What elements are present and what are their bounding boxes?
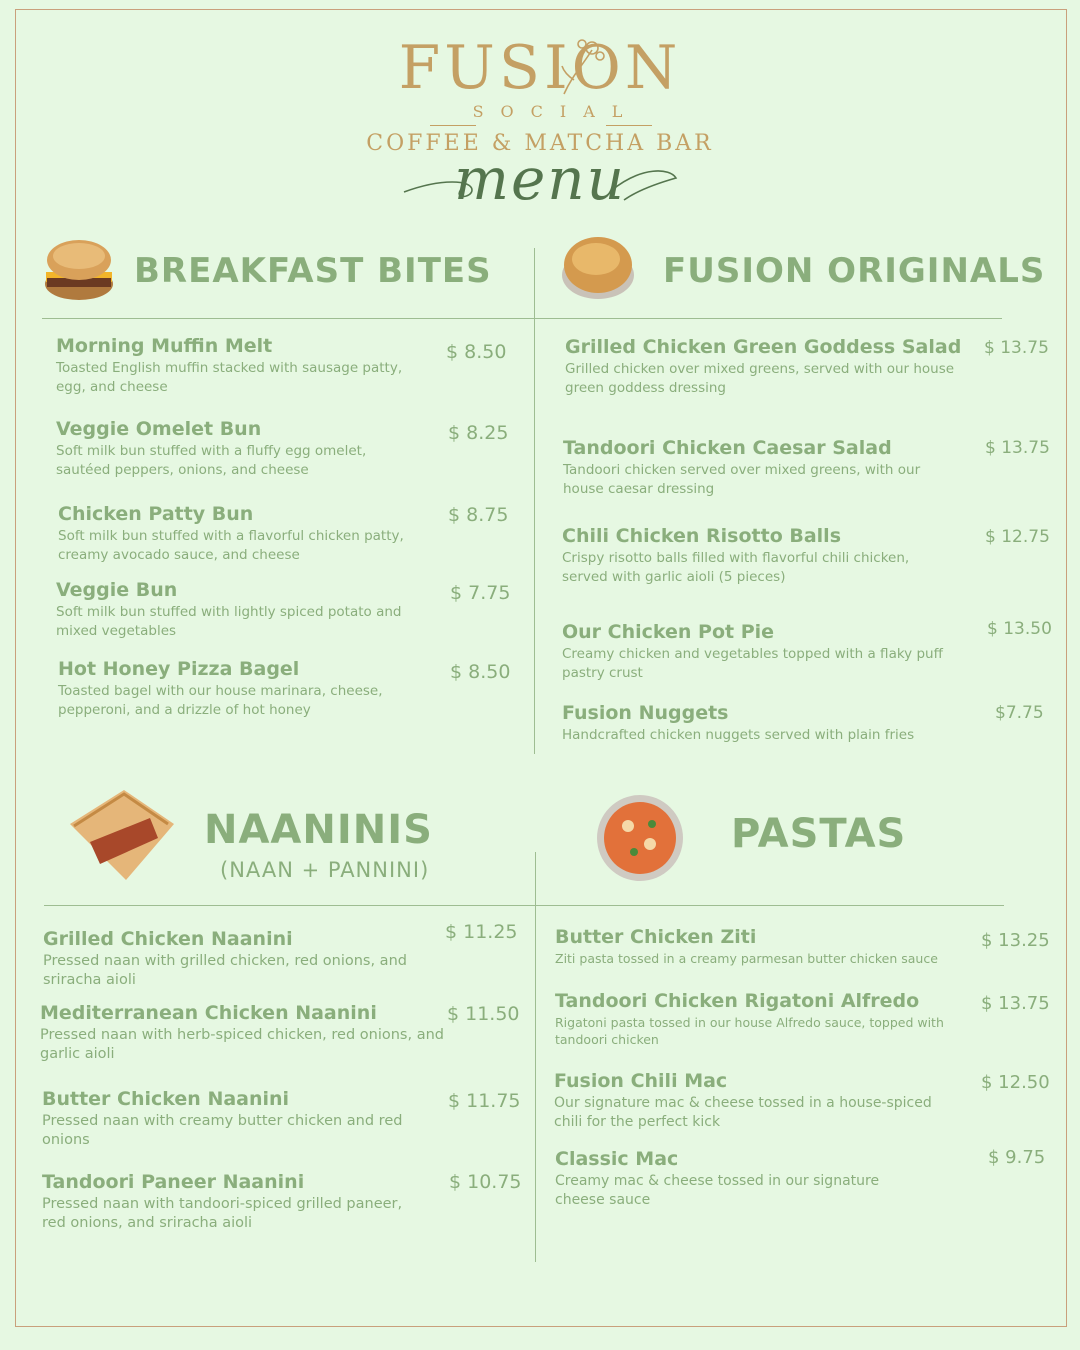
item-price: $ 13.50 — [987, 619, 1052, 639]
divider-top — [42, 318, 1002, 319]
item-price: $ 12.50 — [981, 1072, 1050, 1093]
item-description: Rigatoni pasta tossed in our house Alfredo sauce, topped with tandoori chicken — [555, 1015, 944, 1047]
item-price: $ 10.75 — [449, 1171, 522, 1193]
item-description: Pressed naan with tandoori-spiced grilled paneer, red onions, and sriracha aioli — [42, 1196, 403, 1231]
menu-item — [565, 335, 975, 398]
item-description: Soft milk bun stuffed with a fluffy egg omelet, sautéed peppers, onions, and cheese — [56, 443, 367, 478]
section-title-naaninis: NAANINIS — [204, 807, 433, 853]
item-name: Chicken Patty Bun — [58, 503, 254, 525]
section-title-pastas: PASTAS — [731, 811, 907, 857]
menu-item — [555, 1147, 895, 1210]
item-description: Soft milk bun stuffed with a flavorful chicken patty, creamy avocado sauce, and cheese — [58, 528, 404, 563]
menu-item — [555, 989, 955, 1048]
brand-name: FUSION — [398, 33, 682, 103]
menu-item — [554, 1069, 954, 1132]
item-name: Butter Chicken Naanini — [42, 1088, 290, 1110]
item-price: $ 11.50 — [447, 1003, 520, 1025]
item-description: Creamy mac & cheese tossed in our signature cheese sauce — [555, 1173, 880, 1208]
item-description: Soft milk bun stuffed with lightly spiced potato and mixed vegetables — [56, 604, 402, 639]
brand-tagline: COFFEE & MATCHA BAR — [366, 131, 714, 156]
section-subtitle-naaninis: (NAAN + PANNINI) — [220, 858, 430, 882]
item-name: Our Chicken Pot Pie — [562, 621, 775, 643]
item-price: $ 8.75 — [448, 504, 509, 526]
item-price: $ 13.25 — [981, 930, 1050, 951]
item-name: Grilled Chicken Green Goddess Salad — [565, 336, 962, 358]
item-description: Pressed naan with herb-spiced chicken, red onions, and garlic aioli — [40, 1027, 444, 1062]
item-name: Butter Chicken Ziti — [555, 926, 757, 948]
item-name: Mediterranean Chicken Naanini — [40, 1002, 377, 1024]
item-name: Fusion Nuggets — [562, 702, 729, 724]
item-price: $ 8.50 — [446, 341, 507, 363]
menu-item — [555, 925, 955, 967]
item-price: $ 7.75 — [450, 582, 511, 604]
item-name: Hot Honey Pizza Bagel — [58, 658, 300, 680]
logo-rule-left — [430, 125, 476, 126]
item-description: Creamy chicken and vegetables topped with a flaky puff pastry crust — [562, 646, 943, 681]
item-price: $ 8.50 — [450, 661, 511, 683]
item-price: $7.75 — [995, 703, 1044, 723]
menu-item — [43, 927, 423, 990]
menu-script-title: menu — [453, 145, 627, 213]
menu-item — [562, 701, 972, 745]
item-price: $ 12.75 — [985, 527, 1050, 547]
muffin-sandwich-icon — [42, 234, 116, 304]
item-description: Ziti pasta tossed in a creamy parmesan butter chicken sauce — [555, 951, 938, 966]
naan-sandwich-icon — [64, 784, 180, 888]
menu-item — [42, 1087, 422, 1150]
item-description: Tandoori chicken served over mixed greens, with our house caesar dressing — [563, 462, 921, 497]
menu-item — [40, 1001, 452, 1064]
item-price: $ 13.75 — [984, 338, 1049, 358]
item-description: Pressed naan with creamy butter chicken and red onions — [42, 1113, 403, 1148]
item-name: Classic Mac — [555, 1148, 679, 1170]
item-price: $ 11.75 — [448, 1090, 521, 1112]
item-name: Tandoori Chicken Caesar Salad — [563, 437, 892, 459]
item-description: Pressed naan with grilled chicken, red onions, and sriracha aioli — [43, 953, 407, 988]
item-description: Toasted bagel with our house marinara, cheese, pepperoni, and a drizzle of hot honey — [58, 683, 383, 718]
item-description: Crispy risotto balls filled with flavorful chili chicken, served with garlic aioli (5 pieces) — [562, 550, 910, 585]
item-description: Handcrafted chicken nuggets served with plain fries — [562, 727, 915, 743]
divider-vertical-bottom — [535, 852, 536, 1262]
item-name: Tandoori Chicken Rigatoni Alfredo — [555, 990, 920, 1012]
item-description: Our signature mac & cheese tossed in a house-spiced chili for the perfect kick — [554, 1095, 932, 1130]
menu-item — [56, 417, 396, 480]
brand-social: SOCIAL — [472, 102, 640, 121]
item-name: Fusion Chili Mac — [554, 1070, 728, 1092]
divider-bottom — [44, 905, 1004, 906]
item-name: Chili Chicken Risotto Balls — [562, 525, 841, 547]
menu-item — [562, 620, 972, 683]
item-description: Grilled chicken over mixed greens, served with our house green goddess dressing — [565, 361, 955, 396]
section-title-originals: FUSION ORIGINALS — [663, 251, 1046, 291]
item-price: $ 11.25 — [445, 921, 518, 943]
item-name: Grilled Chicken Naanini — [43, 928, 293, 950]
pasta-bowl-icon — [596, 794, 684, 882]
divider-vertical-top — [534, 248, 535, 754]
item-price: $ 13.75 — [985, 438, 1050, 458]
item-description: Toasted English muffin stacked with sausage patty, egg, and cheese — [56, 360, 403, 395]
menu-item — [56, 578, 428, 641]
section-title-breakfast: BREAKFAST BITES — [134, 251, 492, 291]
item-name: Veggie Bun — [56, 579, 178, 601]
menu-item — [58, 502, 430, 565]
menu-item — [563, 436, 953, 499]
item-name: Tandoori Paneer Naanini — [42, 1171, 305, 1193]
item-price: $ 9.75 — [988, 1147, 1046, 1168]
item-name: Veggie Omelet Bun — [56, 418, 262, 440]
menu-item — [58, 657, 418, 720]
menu-item — [562, 524, 942, 587]
swash-flourish-icon — [402, 160, 682, 210]
logo-rule-right — [606, 125, 652, 126]
flower-ornament-icon — [552, 36, 612, 98]
item-price: $ 13.75 — [981, 993, 1050, 1014]
item-price: $ 8.25 — [448, 422, 509, 444]
menu-item — [56, 334, 428, 397]
pot-pie-icon — [560, 233, 636, 303]
item-name: Morning Muffin Melt — [56, 335, 273, 357]
menu-item — [42, 1170, 422, 1233]
